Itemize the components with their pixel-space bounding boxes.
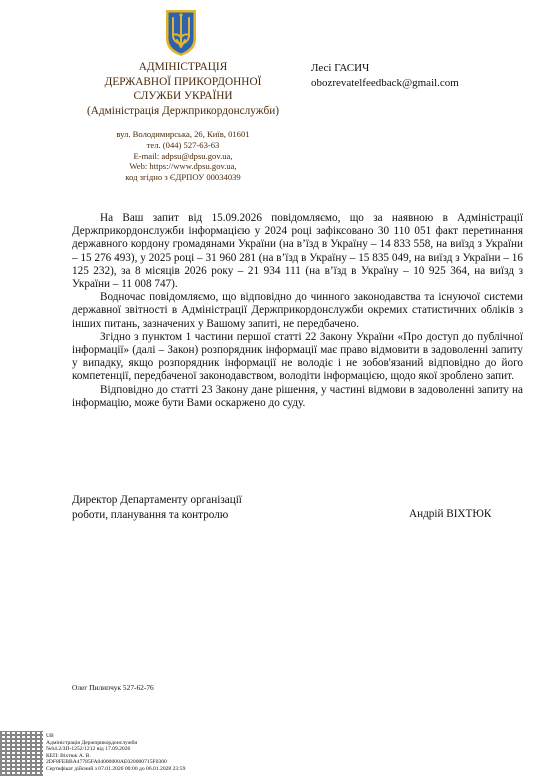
agency-contacts	[70, 129, 296, 183]
body-paragraph-2: Водночас повідомляємо, що відповідно до чинного законодавства та існуючої системи державної звітності в Адміністрації Держприкордонслужби окремих статистичних обліків з інших питань, зазначених у Вашому запиті, не передбачено.	[72, 291, 523, 330]
stamp-line6: Сертифікат дійсний з 07.01.2026 00:00 до 06.01.2028 23:59	[46, 765, 186, 772]
agency-name-line1: АДМІНІСТРАЦІЯ	[138, 61, 228, 73]
signer-title-line1: Директор Департаменту організації	[72, 494, 242, 506]
stamp-line2: Адміністрація Держприкордонслужби	[46, 739, 138, 746]
agency-address: вул. Володимирська, 26, Київ, 01601	[116, 129, 250, 139]
agency-email: E-mail: adpsu@dpsu.gov.ua,	[133, 150, 233, 161]
signer-title	[72, 493, 322, 522]
agency-short-name: (Адміністрація Держприкордонслужби)	[86, 104, 279, 117]
recipient-name: Лесі ГАСИЧ	[311, 62, 370, 74]
agency-name-line3: СЛУЖБИ УКРАЇНИ	[133, 90, 233, 102]
qr-code-icon	[0, 731, 43, 776]
stamp-line3: №64.2/ЗП-1252/1212 від 17.09.2026	[46, 746, 131, 753]
agency-web: Web: https://www.dpsu.gov.ua,	[129, 161, 237, 172]
letter-body	[72, 212, 523, 410]
stamp-line4: КЕП: Віхтюк А. В.	[46, 752, 91, 759]
signer-name: Андрій ВІХТЮК	[409, 508, 492, 520]
executor-contact: Олег Пилипчук 527-62-76	[72, 683, 154, 692]
stamp-line5: 2DF8FEBBA47785FA04000000AE020000715F0300	[46, 759, 167, 766]
body-paragraph-4: Відповідно до статті 23 Закону дане рішення, у частині відмови в задоволенні запиту на інформацію, може бути Вами оскаржено до суду.	[72, 383, 523, 409]
body-paragraph-3: Згідно з пунктом 1 частини першої статті 22 Закону України «Про доступ до публічної інформації» (далі – Закон) розпорядник інформації має право відмовити в задоволенні запиту у випадку, якщо розпорядник інформації не володіє і не зобов'язаний відповідно до його компетенції, передбаченої законодавством, володіти інформацією, щодо якої зроблено запит.	[72, 330, 523, 383]
signer-title-line2: роботи, планування та контролю	[72, 508, 229, 521]
agency-edrpou: код згідно з ЄДРПОУ 00034039	[125, 172, 241, 183]
stamp-line1: UB	[46, 733, 54, 739]
recipient-email: obozrevatelfeedback@gmail.com	[311, 76, 459, 89]
coat-of-arms-icon	[164, 9, 198, 57]
agency-header	[70, 60, 296, 118]
body-paragraph-1: На Ваш запит від 15.09.2026 повідомляємо, що за наявною в Адміністрації Держприкордонслужби інформацією у 2024 році зафіксовано 30 110 051 факт перетинання державного кордону громадянами України (на в’їзд в Україну – 14 833 558, на виїзд з України – 15 276 493), у 2025 році – 31 960 281 (на в’їзд в Україну – 15 835 049, на виїзд з України – 16 125 232), за 8 місяців 2026 року – 21 934 111 (на в’їзд в Україну – 10 925 364, на виїзд з України – 11 008 747).	[72, 212, 523, 291]
agency-name-line2: ДЕРЖАВНОЇ ПРИКОРДОННОЇ	[104, 75, 262, 88]
recipient-block	[311, 61, 541, 90]
agency-phone: тел. (044) 527-63-63	[146, 139, 220, 150]
e-signature-stamp	[46, 733, 246, 773]
